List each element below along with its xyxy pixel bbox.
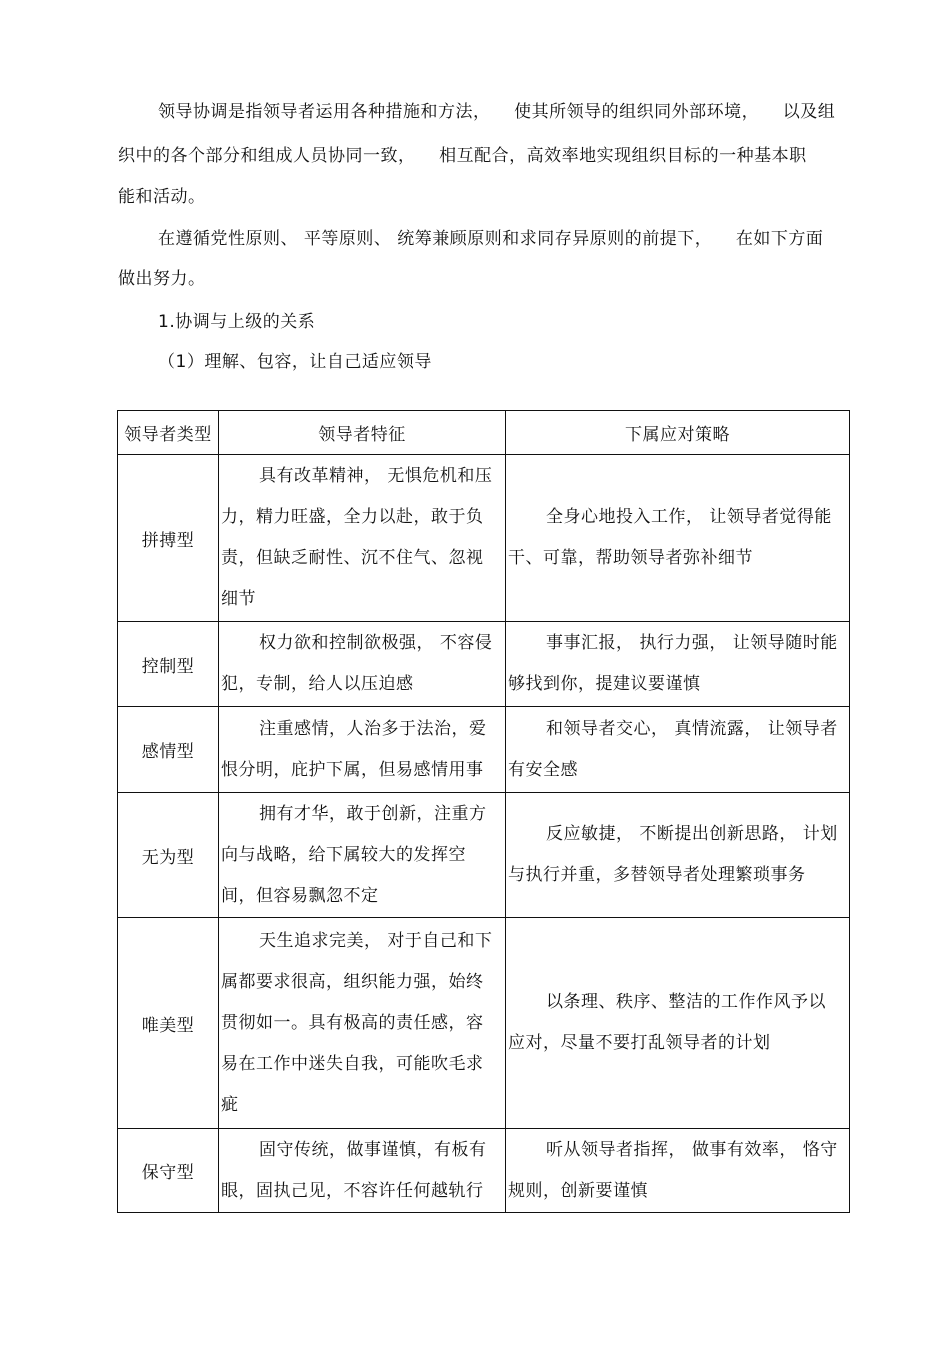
header-strategy: 下属应对策略 bbox=[506, 411, 850, 455]
table-row bbox=[118, 1129, 850, 1213]
paragraph-1-line-3: 能和活动。 bbox=[118, 187, 206, 207]
row-strategy-cell: 反应敏捷， 不断提出创新思路， 计划 与执行并重，多替领导者处理繁琐事务 bbox=[506, 793, 850, 918]
table-row bbox=[118, 918, 850, 1129]
row-type-cell: 控制型 bbox=[118, 622, 219, 707]
row-strategy-cell: 事事汇报， 执行力强， 让领导随时能 够找到你，提建议要谨慎 bbox=[506, 622, 850, 707]
row-type-cell: 拼搏型 bbox=[118, 455, 219, 622]
row-type-cell: 感情型 bbox=[118, 707, 219, 793]
row-traits-cell: 固守传统，做事谨慎，有板有 眼，固执己见，不容许任何越轨行 bbox=[219, 1129, 506, 1213]
table-row bbox=[118, 622, 850, 707]
table-row bbox=[118, 707, 850, 793]
header-leader-traits: 领导者特征 bbox=[219, 411, 506, 455]
row-strategy-cell: 听从领导者指挥， 做事有效率， 恪守 规则，创新要谨慎 bbox=[506, 1129, 850, 1213]
row-traits-cell: 具有改革精神， 无惧危机和压 力，精力旺盛，全力以赴，敢于负 责，但缺乏耐性、沉不住气、忽视 细节 bbox=[219, 455, 506, 622]
row-type-cell: 无为型 bbox=[118, 793, 219, 918]
row-type-cell: 唯美型 bbox=[118, 918, 219, 1129]
subsection-heading: （1）理解、包容，让自己适应领导 bbox=[158, 352, 432, 372]
row-strategy-cell: 全身心地投入工作， 让领导者觉得能 干、可靠，帮助领导者弥补细节 bbox=[506, 455, 850, 622]
table-row bbox=[118, 793, 850, 918]
leader-type-table bbox=[117, 410, 850, 1213]
row-traits-cell: 天生追求完美， 对于自己和下 属都要求很高，组织能力强，始终 贯彻如一。具有极高的责任感，容 易在工作中迷失自我，可能吹毛求 疵 bbox=[219, 918, 506, 1129]
row-type-cell: 保守型 bbox=[118, 1129, 219, 1213]
row-strategy-cell: 和领导者交心， 真情流露， 让领导者 有安全感 bbox=[506, 707, 850, 793]
paragraph-2-line-2: 做出努力。 bbox=[118, 269, 206, 289]
row-strategy-cell: 以条理、秩序、整洁的工作作风予以 应对，尽量不要打乱领导者的计划 bbox=[506, 918, 850, 1129]
table-row bbox=[118, 455, 850, 622]
paragraph-1-line-2: 织中的各个部分和组成人员协同一致， 相互配合，高效率地实现组织目标的一种基本职 bbox=[118, 146, 807, 166]
table-header-row bbox=[118, 411, 850, 455]
row-traits-cell: 拥有才华，敢于创新，注重方 向与战略，给下属较大的发挥空 间，但容易飘忽不定 bbox=[219, 793, 506, 918]
section-heading: 1.协调与上级的关系 bbox=[158, 312, 316, 332]
paragraph-2-line-1: 在遵循党性原则、 平等原则、 统筹兼顾原则和求同存异原则的前提下， 在如下方面 bbox=[158, 229, 824, 249]
header-leader-type: 领导者类型 bbox=[118, 411, 219, 455]
paragraph-1-line-1: 领导协调是指领导者运用各种措施和方法， 使其所领导的组织同外部环境， 以及组 bbox=[158, 102, 836, 122]
row-traits-cell: 注重感情，人治多于法治，爱 恨分明，庇护下属，但易感情用事 bbox=[219, 707, 506, 793]
row-traits-cell: 权力欲和控制欲极强， 不容侵 犯，专制，给人以压迫感 bbox=[219, 622, 506, 707]
